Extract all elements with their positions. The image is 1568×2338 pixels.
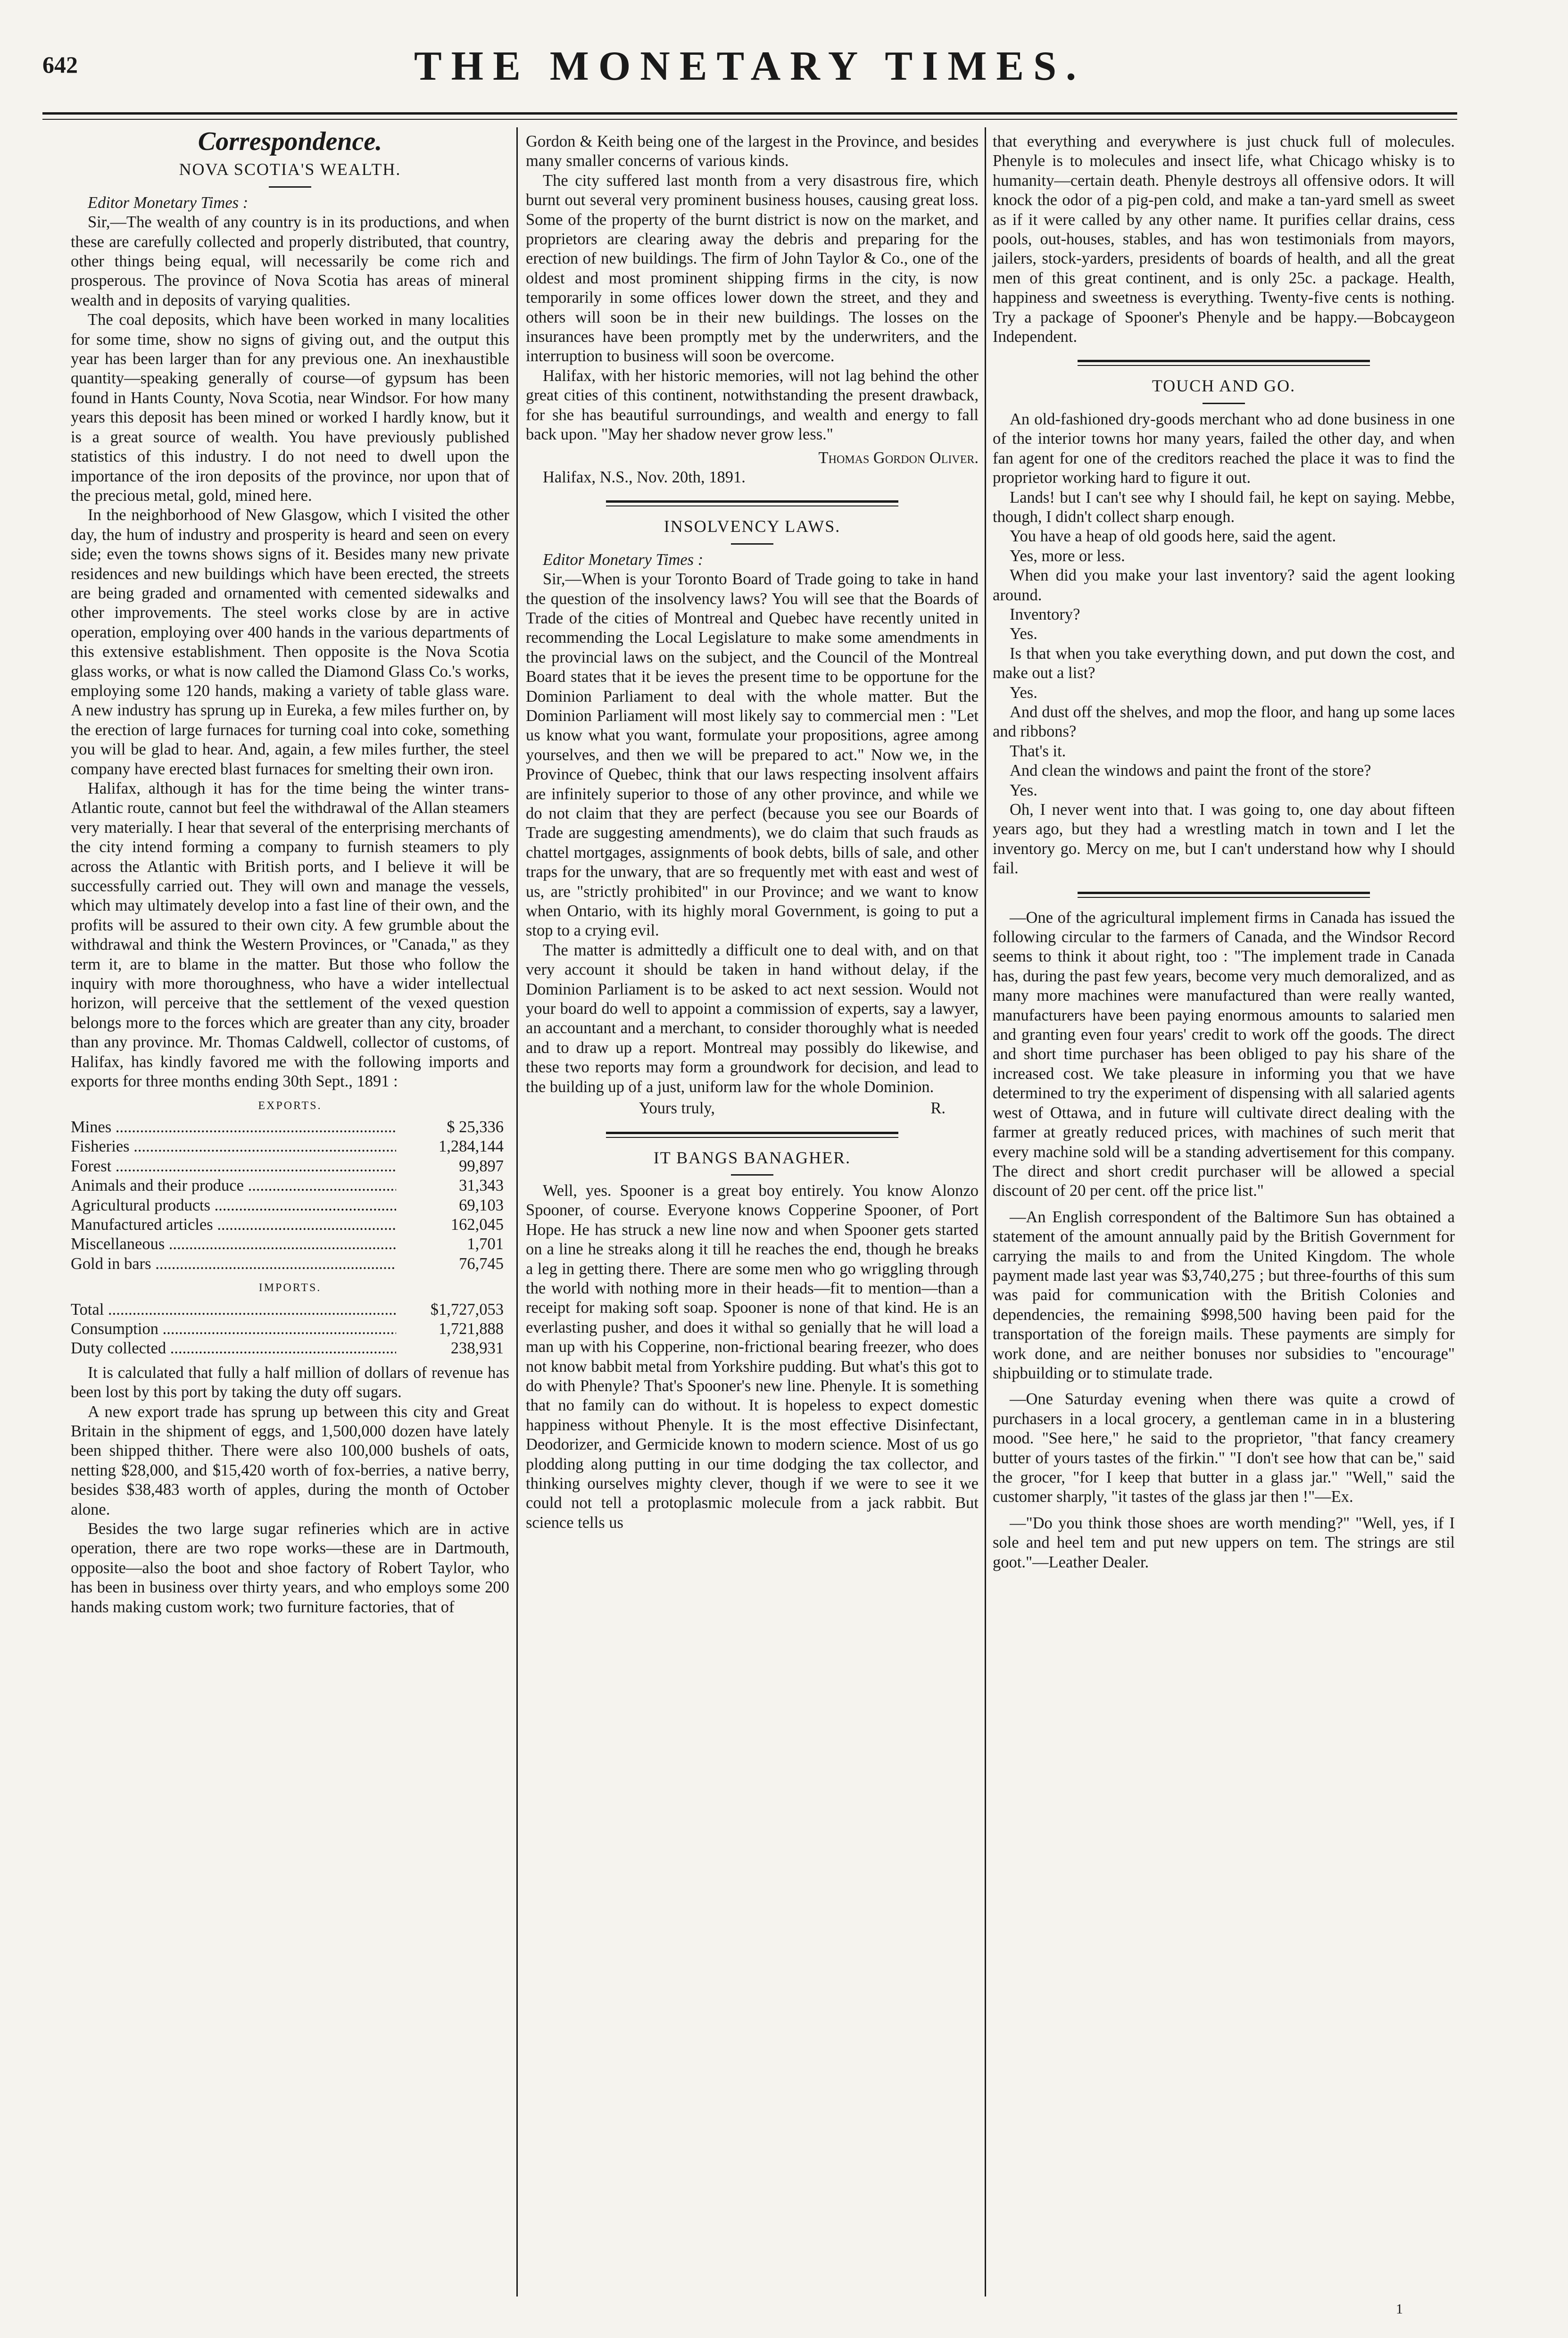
paragraph: In the neighborhood of New Glasgow, which I visited the other day, the hum of industry and prosperity is heard and seen on every side; even the towns shows signs of it. Besides many new private residences and new buildings which have been erected, the streets are being graded and ornamented with cemented sidewalks and other improvements. The steel works close by are in active operation, employing over 400 hands in the various departments of this extensive establishment. Then opposite is the Nova Scotia glass works, or what is now called the Diamond Glass Co.'s works, employing some 120 hands, making a variety of table glass ware. A new industry has sprung up in Eureka, a few miles further on, by the erection of large furnaces for turning coal into coke, something you will be glad to hear. And, again, a few miles further, the steel company have erected blast furnaces for smelting their own iron.: [71, 506, 509, 778]
paragraph: Yes, more or less.: [1010, 547, 1125, 565]
table-row: Manufactured articles ..... 162,045: [71, 1215, 509, 1235]
paragraph: Well, yes. Spooner is a great boy entirely. You know Alonzo Spooner, of course. Everyone knows Copperine Spooner, of Port Hope. He has struck a new line now and when Spooner gets started on a line he streaks along it till he reaches the end, though he breaks a leg in getting there. There are some men who go wriggling through the world with nothing more in their heads—fit to mention—than a receipt for making soft soap. Spooner is none of that kind. He is an everlasting pusher, and does it withal so genially that he will load a man up with his Copperine, non-frictional bearing freezer, who does not know babbit metal from Yorkshire pudding. But what's this got to do with Phenyle? That's Spooner's new line. Phenyle. It is something that no family can do without. It is hopeless to expect domestic happiness without Phenyle. It is the most effective Disinfectant, Deodorizer, and Germicide known to modern science. Most of us go plodding along putting in our time dodging the tax collector, and thinking ourselves mighty clever, though if we were to see it we could not tell a protoplasmic molecule from a jack rabbit. But science tells us: [526, 1181, 979, 1532]
paragraph: The city suffered last month from a very disastrous fire, which burnt out several very prominent business houses, causing great loss. Some of the property of the burnt district is now on the market, and proprietors are clearing away the debris and preparing for the erection of new buildings. The firm of John Taylor & Co., one of the oldest and most prominent shipping firms in the city, is now temporarily in some offices lower down the street, and they and others will soon be in their new buildings. The losses on the insurances have been promptly met by the underwriters, and the interruption to business will soon be overcome.: [526, 171, 979, 365]
table-row: Agricultural products ..... 69,103: [71, 1196, 509, 1215]
paragraph: Is that when you take everything down, and put down the cost, and make out a list?: [993, 644, 1455, 682]
signature-initial: R.: [930, 1099, 946, 1118]
article-title-touch-and-go: TOUCH AND GO.: [1152, 376, 1296, 396]
column-divider-2: [985, 127, 986, 2297]
place-date: Halifax, N.S., Nov. 20th, 1891.: [543, 468, 746, 486]
paragraph: It is calculated that fully a half million of dollars of revenue has been lost by this port by taking the duty off sugars.: [71, 1363, 509, 1401]
article-title-insolvency: INSOLVENCY LAWS.: [664, 517, 841, 536]
imports-table: [71, 1300, 509, 1359]
article-title-bangs: IT BANGS BANAGHER.: [653, 1148, 851, 1167]
section-divider: [606, 500, 898, 506]
column-1: [71, 127, 509, 1617]
paragraph: Sir,—When is your Toronto Board of Trade going to take in hand the question of the insolvency laws? You will see that the Boards of Trade of the cities of Montreal and Quebec have recently united in recommending the Local Legislature to make some amendments in the provincial laws on the subject, and the Council of the Montreal Board states that it be ieves the present time to be opportune for the Dominion Parliament to deal with the whole matter. But the Dominion Parliament will most likely say to commercial men : "Let us know what you want, formulate your propositions, agree among yourselves, and then we will be prepared to act." Now we, in the Province of Quebec, think that our laws respecting insolvent affairs are infinitely superior to those of any other province, and while we do not claim that they are perfect (because you see our Boards of Trade are suggesting amendments), we do claim that such frauds as chattel mortgages, assignments of book debts, bills of sale, and other traps for the unwary, that are so frequently met with east and west of us, are "strictly prohibited" in our Province; and we want to know when Ontario, with its highly moral Government, is going to put a stop to a crying evil.: [526, 570, 979, 940]
masthead-rule-bottom: [42, 119, 1457, 120]
exports-heading: EXPORTS.: [258, 1099, 322, 1112]
signature: Thomas Gordon Oliver.: [818, 448, 979, 467]
table-row: Fisheries ..... 1,284,144: [71, 1137, 509, 1156]
short-rule: [731, 543, 773, 545]
short-rule: [269, 186, 311, 188]
table-row: Consumption ..... 1,721,888: [71, 1319, 509, 1339]
paragraph: The coal deposits, which have been worked in many localities for some time, show no signs of giving out, and the output this year has been larger than for any previous one. An inexhaustible quantity—speaking generally of course—of gypsum has been found in Hants County, Nova Scotia, near Windsor. For how many years this deposit has been mined or worked I hardly know, but it is a great source of wealth. You have previously published statistics of this industry. I do not need to dwell upon the importance of the iron deposits of the province, nor upon that of the precious metal, gold, mined here.: [71, 311, 509, 505]
yours-truly: Yours truly,: [639, 1099, 715, 1118]
table-row: Miscellaneous ..... 1,701: [71, 1235, 509, 1254]
paragraph: When did you make your last inventory? said the agent looking around.: [993, 566, 1455, 604]
masthead-rule-top: [42, 112, 1457, 115]
paragraph: Yes.: [1010, 683, 1037, 702]
paragraph: Sir,—The wealth of any country is in its productions, and when these are carefully collected and properly distributed, that country, other things being equal, will necessarily be come rich and prosperous. The province of Nova Scotia has areas of mineral wealth and in deposits of varying qualities.: [71, 213, 509, 309]
table-row: Total ..... $1,727,053: [71, 1300, 509, 1319]
exports-table: [71, 1118, 509, 1274]
paragraph: —"Do you think those shoes are worth mending?" "Well, yes, if I sole and heel tem and put new uppers on tem. The strings are stil goot."—Leather Dealer.: [993, 1514, 1455, 1571]
paragraph: Besides the two large sugar refineries which are in active operation, there are two rope works—these are in Dartmouth, opposite—also the boot and shoe factory of Robert Taylor, who has been in business over thirty years, and who employs some 200 hands making custom work; two furniture factories, that of: [71, 1520, 509, 1616]
paragraph: Yes.: [1010, 625, 1037, 643]
table-row: Forest ..... 99,897: [71, 1157, 509, 1176]
paragraph: That's it.: [1010, 742, 1066, 760]
paragraph: Oh, I never went into that. I was going to, one day about fifteen years ago, but they had a wrestling match in town and I let the inventory go. Mercy on me, but I can't understand how why I should fail.: [993, 801, 1455, 878]
editor-line: Editor Monetary Times :: [543, 550, 704, 569]
section-title: Correspondence.: [198, 127, 382, 156]
paragraph: Halifax, with her historic memories, will not lag behind the other great cities of this continent, notwithstanding the present drawback, for she has beautiful surroundings, and wealth and energy to fall back upon. "May her shadow never grow less.": [526, 366, 979, 444]
short-rule: [1203, 403, 1245, 404]
paragraph: Yes.: [1010, 781, 1037, 799]
paragraph: Halifax, although it has for the time being the winter trans-Atlantic route, cannot but feel the withdrawal of the Allan steamers very materially. I hear that several of the enterprising merchants of the city intend forming a company to furnish steamers to ply across the Atlantic with British ports, and I believe it will be successfully carried out. They will own and manage the vessels, which may ultimately develop into a fast line of their own, and the profits will be assured to their own city. A few grumble about the withdrawal and think the Western Provinces, or "Canada," as they term it, are to blame in the matter. But those who follow the inquiry with more thoroughness, who have a wider intellectual horizon, will perceive that the settlement of the vexed question belongs more to the forces which are greater than any city, broader than any province. Mr. Thomas Caldwell, collector of customs, of Halifax, has kindly favored me with the following imports and exports for three months ending 30th Sept., 1891 :: [71, 779, 509, 1091]
short-rule: [731, 1174, 773, 1176]
paragraph: Gordon & Keith being one of the largest in the Province, and besides many smaller concerns of various kinds.: [526, 133, 979, 170]
paragraph: A new export trade has sprung up between this city and Great Britain in the shipment of eggs, and 1,500,000 dozen have lately been shipped thither. There were also 100,000 bushels of oats, netting $28,000, and $15,420 worth of fox-berries, a native berry, besides $38,483 worth of apples, during the month of October alone.: [71, 1402, 509, 1518]
table-row: Animals and their produce ..... 31,343: [71, 1176, 509, 1195]
paragraph: —One Saturday evening when there was quite a crowd of purchasers in a local grocery, a gentleman came in in a blustering mood. "See here," he said to the proprietor, "that fancy creamery butter of yours tastes of the firkin." "I don't see how that can be," said the grocer, "for I keep that butter in a glass jar." "Well," said the customer sharply, "it tastes of the glass jar then !"—Ex.: [993, 1390, 1455, 1506]
paragraph: The matter is admittedly a difficult one to deal with, and on that very account it should be taken in hand without delay, if the Dominion Parliament is to be asked to act next session. Would not your board do well to appoint a commission of experts, say a lawyer, an accountant and a merchant, to consider thoroughly what is needed and to draw up a report. Montreal may possibly do likewise, and these two reports may form a groundwork for decision, and lead to the building up of a just, uniform law for the whole Dominion.: [526, 941, 979, 1096]
newspaper-title: THE MONETARY TIMES.: [414, 43, 1086, 89]
masthead: [42, 38, 1457, 108]
column-3: [993, 132, 1455, 1572]
paragraph: —An English correspondent of the Baltimore Sun has obtained a statement of the amount annually paid by the British Government for carrying the mails to and from the United Kingdom. The whole payment made last year was $3,740,275 ; but three-fourths of this sum was paid for communication with the British Colonies and dependencies, the remaining $998,500 having been paid for the transportation of the foreign mails. These payments are simply for work done, and are neither bonuses nor subsidies to "encourage" shipbuilding or to stimulate trade.: [993, 1208, 1455, 1382]
paragraph: And clean the windows and paint the front of the store?: [1010, 762, 1371, 780]
table-row: Gold in bars ..... 76,745: [71, 1254, 509, 1274]
article-title-nova-scotia: NOVA SCOTIA'S WEALTH.: [179, 160, 401, 179]
paragraph: that everything and everywhere is just chuck full of molecules. Phenyle is to molecules and insect life, what Chicago whisky is to humanity—certain death. Phenyle destroys all offensive odors. It will knock the odor of a pig-pen cold, and make a tan-yard smell as sweet as if it were called by any other name. It purifies cellar drains, cess pools, out-houses, stables, and has won testimonials from mayors, jailers, stock-yarders, presidents of boards of health, and all the great men of this great continent, and is only 25c. a package. Health, happiness and sweetness is everything. Twenty-five cents is nothing. Try a package of Spooner's Phenyle and be happy.—Bobcaygeon Independent.: [993, 133, 1455, 346]
section-divider: [606, 1132, 898, 1138]
paragraph: An old-fashioned dry-goods merchant who ad done business in one of the interior towns hor many years, failed the other day, and when fan agent for one of the creditors reached the place it was to find the proprietor working hard to figure it out.: [993, 410, 1455, 487]
imports-heading: IMPORTS.: [258, 1282, 322, 1294]
column-2: [526, 132, 979, 1533]
paragraph: —One of the agricultural implement firms in Canada has issued the following circular to the farmers of Canada, and the Windsor Record seems to think it about right, too : "The implement trade in Canada has, during the past few years, become very much demoralized, and as many more machines were manufactured than were really wanted, manufacturers have been paying enormous amounts to salaried men and granting even four years' credit to work off the goods. The direct and short time purchaser has been obliged to pay his share of the increased cost. We take pleasure in informing you that we have determined to try the experiment of dispensing with all salaried agents west of Ottawa, and in future will cultivate direct dealing with the farmer at greatly reduced prices, with machines of such merit that every machine sold will be a standing advertisement for this company. The direct and short credit purchaser will be allowed a special discount of 20 per cent. off the price list.": [993, 908, 1455, 1200]
footer-mark: 1: [1396, 2301, 1403, 2317]
section-divider: [1078, 360, 1370, 366]
paragraph: You have a heap of old goods here, said the agent.: [1010, 527, 1336, 546]
page-number: 642: [42, 51, 78, 78]
editor-line: Editor Monetary Times :: [88, 193, 249, 212]
paragraph: And dust off the shelves, and mop the floor, and hang up some laces and ribbons?: [993, 703, 1455, 741]
paragraph: Lands! but I can't see why I should fail, he kept on saying. Mebbe, though, I didn't collect sharp enough.: [993, 488, 1455, 526]
table-row: Duty collected ..... 238,931: [71, 1339, 509, 1358]
paragraph: Inventory?: [1010, 605, 1080, 623]
section-divider: [1078, 892, 1370, 898]
closing-line: [526, 1099, 979, 1118]
column-divider-1: [516, 127, 518, 2297]
table-row: Mines ..... $ 25,336: [71, 1118, 509, 1137]
